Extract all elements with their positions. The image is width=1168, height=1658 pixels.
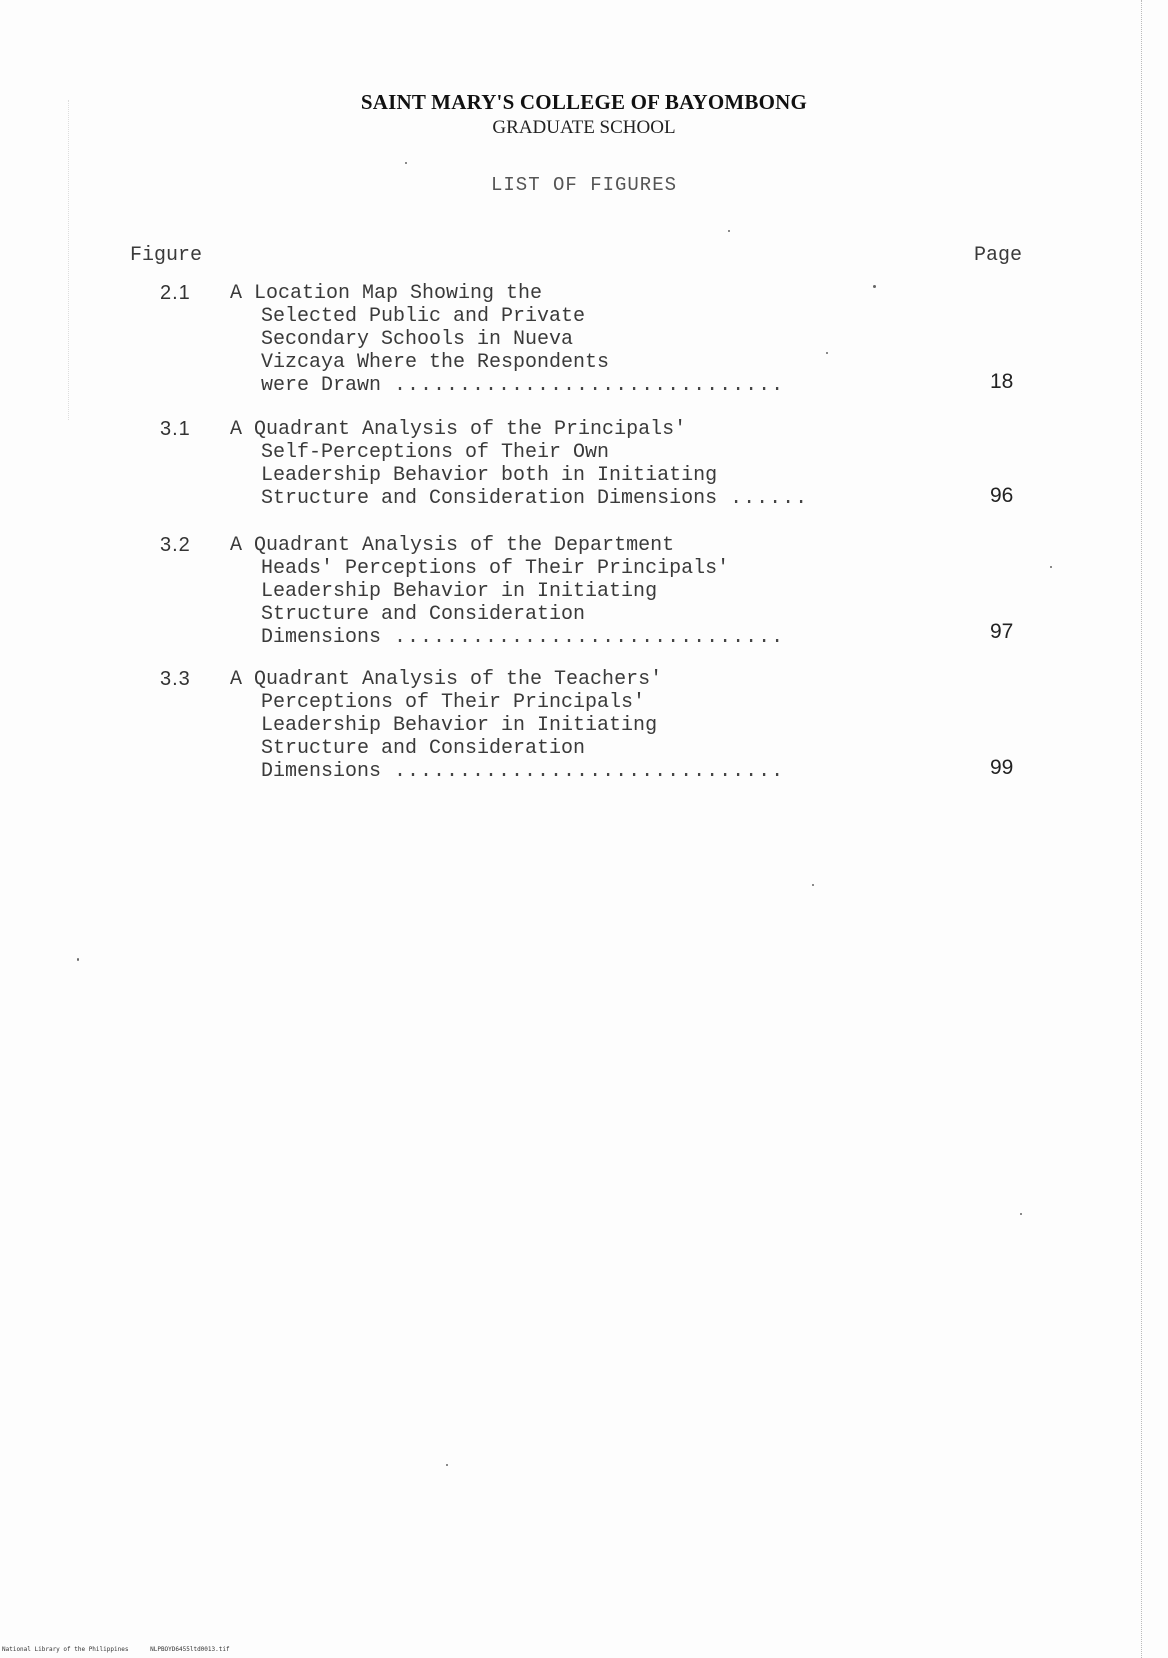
scan-speck — [812, 884, 814, 886]
caption-line: Leadership Behavior in Initiating — [261, 580, 658, 603]
scan-speck — [77, 958, 79, 961]
scan-speck — [873, 285, 876, 288]
caption-line-last — [230, 626, 950, 649]
caption-text: Structure and Consideration Dimensions — [261, 487, 718, 510]
dot-leader: .............................. — [381, 626, 785, 649]
column-header-figure: Figure — [130, 244, 203, 267]
scan-speck — [446, 1464, 448, 1466]
caption-line: Perceptions of Their Principals' — [261, 691, 646, 714]
caption-text: were Drawn — [261, 374, 382, 397]
scan-speck — [1020, 1213, 1022, 1215]
dot-leader: ...... — [717, 487, 809, 510]
figure-caption — [230, 534, 950, 649]
caption-line: Selected Public and Private — [261, 305, 586, 328]
figure-number: 3.3 — [160, 668, 191, 690]
scan-left-edge — [68, 100, 69, 420]
page-number: 96 — [990, 484, 1014, 507]
caption-line-last — [230, 487, 950, 510]
list-title: LIST OF FIGURES — [490, 174, 678, 196]
caption-line-last — [230, 760, 950, 783]
caption-line: Leadership Behavior in Initiating — [261, 714, 658, 737]
figure-number: 3.2 — [160, 534, 191, 556]
figure-caption — [230, 418, 950, 510]
scan-edge-line — [1141, 0, 1142, 1658]
figure-number: 2.1 — [160, 282, 191, 304]
scan-speck — [728, 230, 730, 232]
dot-leader: .............................. — [381, 374, 785, 397]
caption-line: A Quadrant Analysis of the Department — [230, 534, 675, 557]
caption-line: Heads' Perceptions of Their Principals' — [261, 557, 730, 580]
page-number: 18 — [990, 370, 1014, 393]
scan-speck — [1050, 566, 1052, 568]
caption-line: A Location Map Showing the — [230, 282, 543, 305]
scan-speck — [405, 162, 407, 164]
caption-line: Leadership Behavior both in Initiating — [261, 464, 718, 487]
figure-number: 3.1 — [160, 418, 191, 440]
dot-leader: .............................. — [381, 760, 785, 783]
caption-line: A Quadrant Analysis of the Principals' — [230, 418, 687, 441]
caption-line-last — [230, 374, 950, 397]
caption-line: Structure and Consideration — [261, 737, 586, 760]
caption-line: Self-Perceptions of Their Own — [261, 441, 610, 464]
caption-line: Vizcaya Where the Respondents — [261, 351, 610, 374]
figure-caption — [230, 282, 950, 397]
caption-line: Secondary Schools in Nueva — [261, 328, 574, 351]
scan-footer: National Library of the Philippines NLPBOYD6455ltd0013.tif — [2, 1646, 230, 1653]
caption-line: Structure and Consideration — [261, 603, 586, 626]
school-name: GRADUATE SCHOOL — [492, 117, 676, 138]
caption-line: A Quadrant Analysis of the Teachers' — [230, 668, 663, 691]
caption-text: Dimensions — [261, 760, 382, 783]
page-number: 97 — [990, 620, 1014, 643]
caption-text: Dimensions — [261, 626, 382, 649]
figure-caption — [230, 668, 950, 783]
institution-name: SAINT MARY'S COLLEGE OF BAYOMBONG — [360, 90, 808, 114]
page-number: 99 — [990, 756, 1014, 779]
scan-speck — [826, 352, 828, 354]
column-header-page: Page — [974, 244, 1023, 267]
